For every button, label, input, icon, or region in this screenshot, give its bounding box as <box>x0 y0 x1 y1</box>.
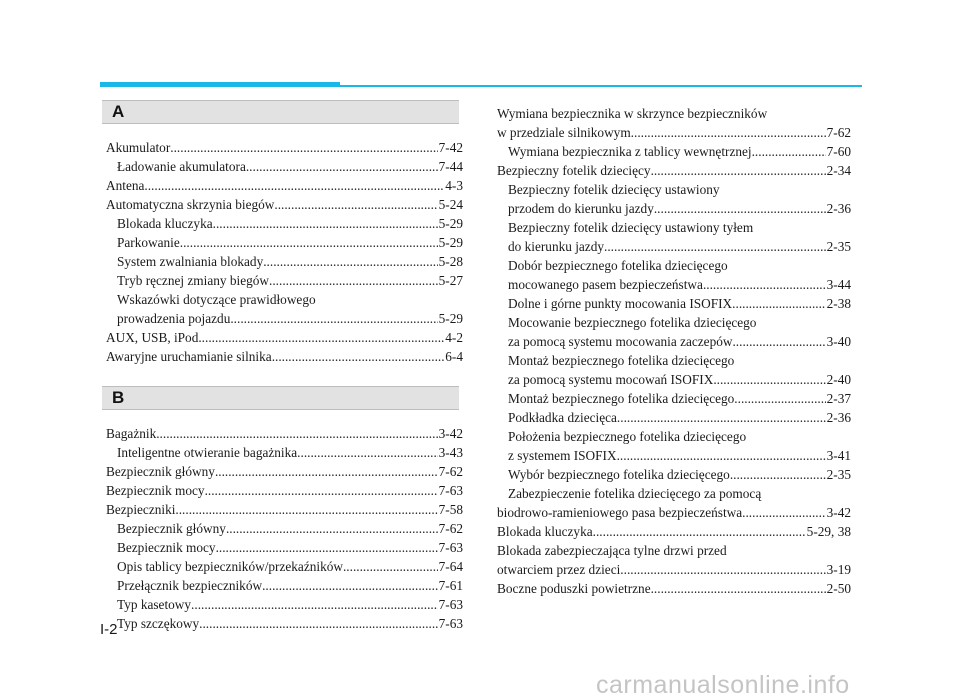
entry-text: Bezpieczny fotelik dziecięcy ustawiony tyłem <box>508 220 754 235</box>
index-left-column <box>106 100 463 633</box>
index-entry <box>497 142 851 161</box>
entry-text: Montaż bezpiecznego fotelika dziecięcego <box>508 391 735 406</box>
entry-text: Ładowanie akumulatora <box>117 159 246 174</box>
entry-text: Montaż bezpiecznego fotelika dziecięcego <box>508 353 735 368</box>
entry-page-ref: 2-50 <box>826 581 851 596</box>
index-entry <box>106 157 463 176</box>
entry-page-ref: 7-62 <box>826 125 851 140</box>
entry-page-ref: 5-29 <box>438 311 463 326</box>
entry-text: za pomocą systemu mocowań ISOFIX <box>508 372 714 387</box>
index-entry <box>106 576 463 595</box>
entry-text: Blokada kluczyka <box>117 216 213 231</box>
dot-leader <box>703 275 826 294</box>
dot-leader <box>198 328 444 347</box>
index-entry <box>497 579 851 598</box>
entry-text: Bezpiecznik mocy <box>106 483 205 498</box>
dot-leader <box>191 595 438 614</box>
entry-page-ref: 7-60 <box>826 144 851 159</box>
entry-page-ref: 6-4 <box>445 349 463 364</box>
index-entry <box>497 465 851 484</box>
entry-page-ref: 2-34 <box>826 163 851 178</box>
dot-leader <box>216 538 438 557</box>
index-entry <box>497 294 851 313</box>
index-entry <box>497 161 851 180</box>
entry-page-ref: 7-61 <box>438 578 463 593</box>
entry-text: Zabezpieczenie fotelika dziecięcego za pomocą <box>508 486 762 501</box>
right-column-entries <box>497 104 851 598</box>
index-entry <box>106 233 463 252</box>
dot-leader <box>752 142 826 161</box>
entry-page-ref: 4-2 <box>445 330 463 345</box>
entry-page-ref: 3-42 <box>826 505 851 520</box>
index-entry <box>106 176 463 195</box>
index-entry <box>497 104 851 142</box>
entry-page-ref: 7-63 <box>438 483 463 498</box>
entry-page-ref: 3-19 <box>826 562 851 577</box>
index-entry <box>106 443 463 462</box>
index-entry <box>106 214 463 233</box>
entry-text: Inteligentne otwieranie bagażnika <box>117 445 298 460</box>
dot-leader <box>144 176 444 195</box>
entry-page-ref: 2-35 <box>826 467 851 482</box>
entry-text: Wybór bezpiecznego fotelika dziecięcego <box>508 467 730 482</box>
entry-text: do kierunku jazdy <box>508 239 605 254</box>
index-entry <box>106 538 463 557</box>
dot-leader <box>246 157 438 176</box>
entry-text: Bezpieczny fotelik dziecięcy <box>497 163 651 178</box>
page-number: I-2 <box>100 621 118 638</box>
header-rule <box>340 85 862 87</box>
entry-text: Akumulator <box>106 140 171 155</box>
entry-text: System zwalniania blokady <box>117 254 264 269</box>
entry-text: Opis tablicy bezpieczników/przekaźników <box>117 559 343 574</box>
index-entry <box>497 484 851 522</box>
entry-page-ref: 2-35 <box>826 239 851 254</box>
entry-text: Automatyczna skrzynia biegów <box>106 197 275 212</box>
dot-leader <box>732 294 825 313</box>
index-entry <box>497 522 851 541</box>
entry-page-ref: 2-37 <box>826 391 851 406</box>
entry-page-ref: 3-44 <box>826 277 851 292</box>
dot-leader <box>274 195 437 214</box>
entry-page-ref: 5-27 <box>438 273 463 288</box>
entry-text: Położenia bezpiecznego fotelika dziecięcego <box>508 429 747 444</box>
dot-leader <box>215 462 438 481</box>
entry-text: Antena <box>106 178 145 193</box>
index-entry <box>106 500 463 519</box>
dot-leader <box>230 309 437 328</box>
index-entry <box>497 313 851 351</box>
dot-leader <box>170 138 437 157</box>
entry-page-ref: 7-64 <box>438 559 463 574</box>
index-entry <box>497 408 851 427</box>
index-entry <box>497 389 851 408</box>
entry-text: z systemem ISOFIX <box>508 448 617 463</box>
entry-text: Wymiana bezpiecznika w skrzynce bezpieczników <box>497 106 768 121</box>
entry-text: Parkowanie <box>117 235 180 250</box>
entry-text: Bezpiecznik główny <box>106 464 215 479</box>
entry-page-ref: 7-42 <box>438 140 463 155</box>
entry-page-ref: 3-43 <box>438 445 463 460</box>
watermark: carmanualsonline.info <box>596 671 850 699</box>
entry-text: Typ kasetowy <box>117 597 192 612</box>
entry-page-ref: 7-63 <box>438 540 463 555</box>
header-accent-bar <box>100 82 340 87</box>
dot-leader <box>631 123 826 142</box>
entry-text: Bagażnik <box>106 426 157 441</box>
dot-leader <box>734 389 825 408</box>
dot-leader <box>269 271 438 290</box>
entry-page-ref: 7-62 <box>438 521 463 536</box>
entry-page-ref: 7-58 <box>438 502 463 517</box>
entry-text: Przełącznik bezpieczników <box>117 578 263 593</box>
dot-leader <box>617 408 826 427</box>
entry-text: przodem do kierunku jazdy <box>508 201 654 216</box>
entry-text: Bezpiecznik główny <box>117 521 226 536</box>
index-right-column <box>497 104 851 598</box>
dot-leader <box>651 579 826 598</box>
section-b-entries <box>106 424 463 633</box>
dot-leader <box>713 370 825 389</box>
dot-leader <box>730 465 826 484</box>
dot-leader <box>180 233 438 252</box>
entry-page-ref: 7-63 <box>438 597 463 612</box>
entry-page-ref: 3-41 <box>826 448 851 463</box>
entry-text: Boczne poduszki powietrzne <box>497 581 651 596</box>
section-header-b <box>102 386 459 410</box>
entry-text: Podkładka dziecięca <box>508 410 617 425</box>
entry-text: Dobór bezpiecznego fotelika dziecięcego <box>508 258 728 273</box>
entry-text: Awaryjne uruchamianie silnika <box>106 349 272 364</box>
index-entry <box>106 424 463 443</box>
index-entry <box>106 462 463 481</box>
index-entry <box>106 557 463 576</box>
entry-text: Bezpieczniki <box>106 502 176 517</box>
entry-page-ref: 4-3 <box>445 178 463 193</box>
index-entry <box>106 271 463 290</box>
entry-page-ref: 2-38 <box>826 296 851 311</box>
dot-leader <box>742 503 825 522</box>
index-entry <box>497 218 851 256</box>
entry-page-ref: 2-36 <box>826 201 851 216</box>
section-letter-a: A <box>112 102 125 121</box>
index-entry <box>106 481 463 500</box>
index-entry <box>497 351 851 389</box>
entry-text: za pomocą systemu mocowania zaczepów <box>508 334 733 349</box>
section-header-a <box>102 100 459 124</box>
entry-text: Mocowanie bezpiecznego fotelika dziecięcego <box>508 315 757 330</box>
entry-text: Bezpieczny fotelik dziecięcy ustawiony <box>508 182 720 197</box>
dot-leader <box>604 237 826 256</box>
dot-leader <box>654 199 826 218</box>
dot-leader <box>205 481 438 500</box>
index-entry <box>106 290 463 328</box>
index-entry <box>106 595 463 614</box>
index-entry <box>106 252 463 271</box>
entry-text: Wskazówki dotyczące prawidłowego <box>117 292 316 307</box>
entry-page-ref: 5-28 <box>438 254 463 269</box>
entry-text: Bezpiecznik mocy <box>117 540 216 555</box>
index-entry <box>106 328 463 347</box>
dot-leader <box>651 161 826 180</box>
dot-leader <box>732 332 825 351</box>
entry-page-ref: 2-36 <box>826 410 851 425</box>
entry-page-ref: 7-44 <box>438 159 463 174</box>
dot-leader <box>620 560 825 579</box>
entry-text: AUX, USB, iPod <box>106 330 199 345</box>
index-entry <box>497 427 851 465</box>
dot-leader <box>343 557 438 576</box>
dot-leader <box>272 347 445 366</box>
index-entry <box>106 138 463 157</box>
entry-page-ref: 3-40 <box>826 334 851 349</box>
index-entry <box>106 195 463 214</box>
entry-page-ref: 5-29, 38 <box>806 524 851 539</box>
entry-text: mocowanego pasem bezpieczeństwa <box>508 277 703 292</box>
dot-leader <box>175 500 437 519</box>
entry-text: Dolne i górne punkty mocowania ISOFIX <box>508 296 733 311</box>
entry-page-ref: 5-29 <box>438 216 463 231</box>
entry-page-ref: 2-40 <box>826 372 851 387</box>
index-entry <box>106 347 463 366</box>
dot-leader <box>593 522 806 541</box>
entry-text: w przedziale silnikowym <box>497 125 631 140</box>
entry-text: Blokada zabezpieczająca tylne drzwi przed <box>497 543 727 558</box>
dot-leader <box>213 214 438 233</box>
entry-text: prowadzenia pojazdu <box>117 311 231 326</box>
index-entry <box>106 614 463 633</box>
entry-text: otwarciem przez dzieci <box>497 562 621 577</box>
dot-leader <box>297 443 437 462</box>
index-entry <box>497 541 851 579</box>
index-entry <box>106 519 463 538</box>
index-entry <box>497 256 851 294</box>
dot-leader <box>226 519 438 538</box>
entry-text: Wymiana bezpiecznika z tablicy wewnętrznej <box>508 144 752 159</box>
entry-text: Typ szczękowy <box>117 616 200 631</box>
dot-leader <box>262 576 438 595</box>
dot-leader <box>617 446 826 465</box>
dot-leader <box>199 614 437 633</box>
entry-page-ref: 5-29 <box>438 235 463 250</box>
dot-leader <box>156 424 437 443</box>
entry-page-ref: 3-42 <box>438 426 463 441</box>
entry-page-ref: 7-63 <box>438 616 463 631</box>
dot-leader <box>263 252 437 271</box>
entry-text: Blokada kluczyka <box>497 524 593 539</box>
entry-text: Tryb ręcznej zmiany biegów <box>117 273 270 288</box>
entry-page-ref: 5-24 <box>438 197 463 212</box>
section-letter-b: B <box>112 388 125 407</box>
entry-page-ref: 7-62 <box>438 464 463 479</box>
entry-text: biodrowo-ramieniowego pasa bezpieczeństwa <box>497 505 743 520</box>
section-a-entries <box>106 138 463 366</box>
index-entry <box>497 180 851 218</box>
